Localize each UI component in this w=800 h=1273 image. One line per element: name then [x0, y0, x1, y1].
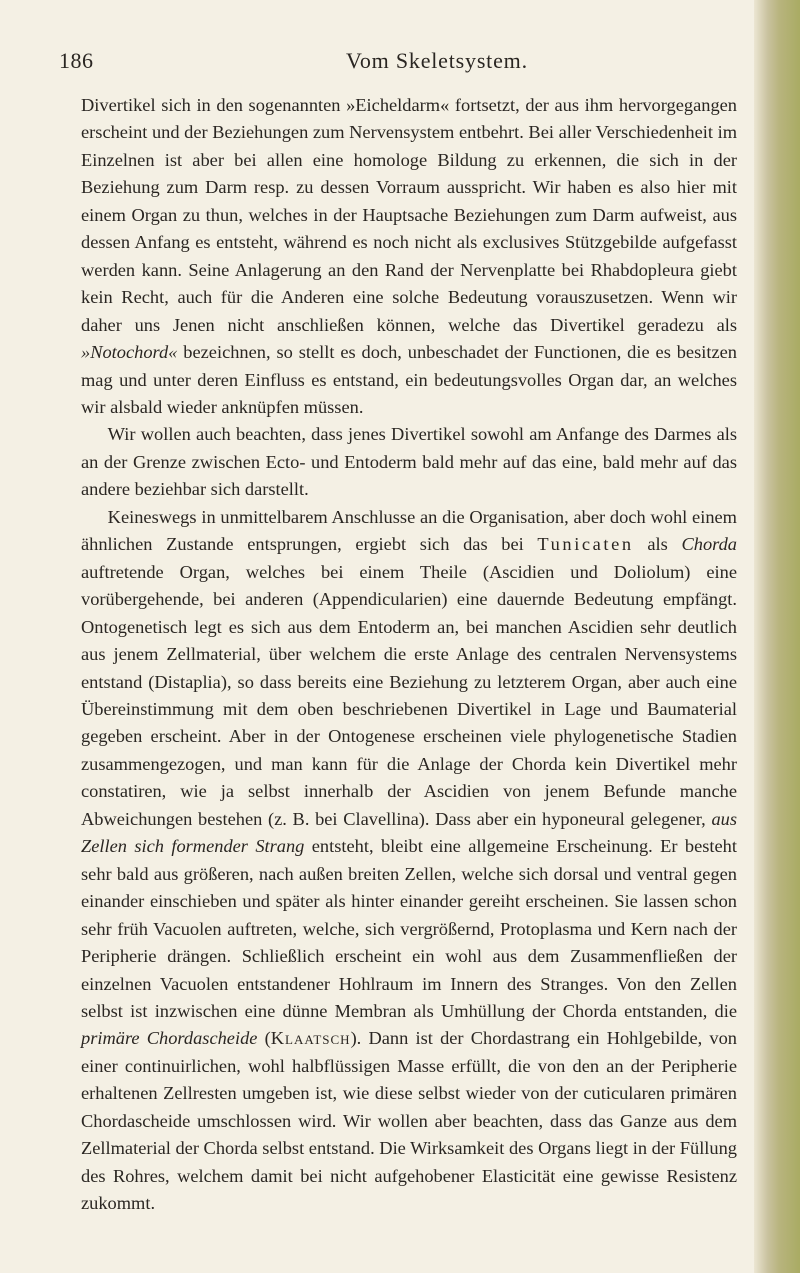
running-title: Vom Skeletsystem.: [346, 48, 528, 73]
term-strang: aus Zellen sich formender Strang: [81, 808, 737, 857]
body-text: [81, 92, 737, 1218]
page-edge-shadow: [754, 0, 800, 1273]
term-tunicaten: Tunicaten: [537, 534, 634, 555]
paragraph-1: Divertikel sich in den sogenannten »Eicheldarm« fortsetzt, der aus ihm hervorgegangen erscheint und der Beziehungen zum Nervensystem entbehrt. Bei aller Verschiedenheit im Einzelnen ist aber bei allen eine homologe Bildung zu erkennen, die sich in der Beziehung zum Darm resp. zu dessen Vorraum ausspricht. Wir haben es also hier mit einem Organ zu thun, welches in der Hauptsache Beziehungen zum Darm aufweist, aus dessen Anfang es entsteht, während es noch nicht als exclusives Stützgebilde aufgefasst werden kann. Seine Anlagerung an den Rand der Nervenplatte bei Rhabdopleura giebt kein Recht, auch für die Anderen eine solche Bedeutung vorauszusetzen. Wenn wir daher uns Jenen nicht anschließen können, welche das Divertikel geradezu als »Notochord« bezeichnen, so stellt es doch, unbeschadet der Functionen, die es besitzen mag und unter deren Einfluss es entstand, ein bedeutungsvolles Organ dar, an welches wir alsbald wieder anknüpfen müssen.: [81, 95, 737, 417]
paragraph-2: Wir wollen auch beachten, dass jenes Divertikel sowohl am Anfange des Darmes als an der Grenze zwischen Ecto- und Entoderm bald mehr auf das eine, bald mehr auf das andere beziehbar sich darstellt.: [81, 424, 737, 500]
term-chorda: Chorda: [681, 534, 738, 555]
paragraph-3: Keineswegs in unmittelbarem Anschlusse an die Organisation, aber doch wohl einem ähnlichen Zustande entsprungen, ergiebt sich das bei Tunicaten als Chorda auftretende Organ, welches bei einem Theile (Ascidien und Doliolum) eine vorübergehende, bei anderen (Appendicularien) eine dauernde Bedeutung empfängt. Ontogenetisch legt es sich aus dem Entoderm an, bei manchen Ascidien sehr deutlich aus jenem Zellmaterial, über welchem die erste Anlage des centralen Nervensystems entstand (Distaplia), so dass bereits eine Beziehung zu letzterem Organ, aber auch eine Übereinstimmung mit dem oben beschriebenen Divertikel in Lage und Baumaterial gegeben erscheint. Aber in der Ontogenese erscheinen viele phylogenetische Stadien zusammengezogen, und man kann für die Anlage der Chorda kein Divertikel mehr constatiren, wie ja selbst innerhalb der Ascidien von jenem Befunde manche Abweichungen bestehen (z. B. bei Clavellina). Dass aber ein hyponeural gelegener, aus Zellen sich formender Strang entsteht, bleibt eine allgemeine Erscheinung. Er besteht sehr bald aus größeren, nach außen breiten Zellen, welche sich dorsal und ventral gegen einander einschieben und später als hinter einander gereiht erscheinen. Sie lassen schon sehr früh Vacuolen auftreten, welche, sich vergrößernd, Protoplasma und Kern nach der Peripherie drängen. Schließlich erscheint ein wohl aus dem Zusammenfließen der einzelnen Vacuolen entstandener Hohlraum im Innern des Stranges. Von den Zellen selbst ist inzwischen eine dünne Membran als Umhüllung der Chorda entstanden, die primäre Chordascheide (Klaatsch). Dann ist der Chordastrang ein Hohlgebilde, von einer continuirlichen, wohl halbflüssigen Masse erfüllt, die von den an der Peripherie erhaltenen Zellresten umgeben ist, wie diese selbst wieder von der cuticularen primären Chordascheide umschlossen wird. Wir wollen aber beachten, dass das Ganze aus dem Zellmaterial der Chorda selbst entstand. Die Wirksamkeit des Organs liegt in der Füllung des Rohres, welchem damit bei nicht aufgehobener Elasticität eine gewisse Resistenz zukommt.: [81, 506, 738, 1214]
term-chordascheide: primäre Chordascheide: [81, 1028, 258, 1049]
page-number: 186: [59, 48, 94, 73]
running-head: [0, 48, 754, 78]
author-klaatsch: Klaatsch: [270, 1028, 351, 1049]
term-notochord: »Notochord«: [81, 342, 178, 363]
